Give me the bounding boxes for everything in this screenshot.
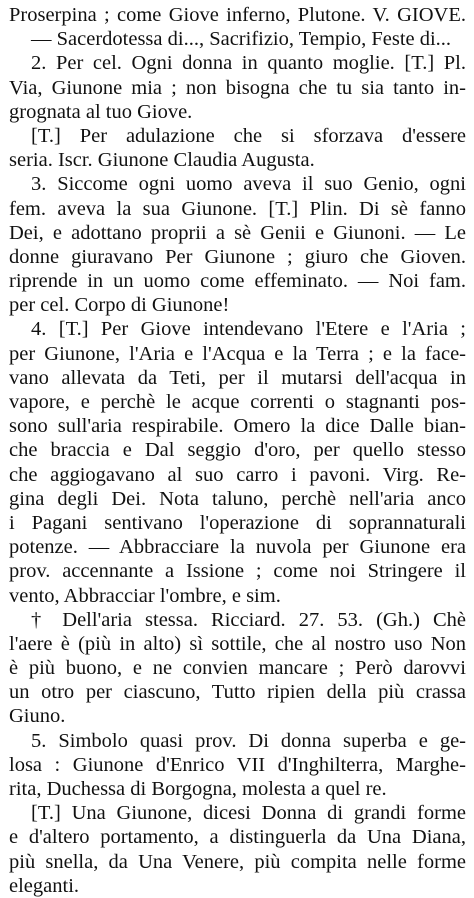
text-line: per Giunone, l'Aria e l'Acqua e la Terra ; e la face-	[9, 342, 466, 365]
text-line: un otro per ciascuno, Tutto ripien della più crassa	[9, 681, 466, 704]
text-line: vento, Abbracciar l'ombre, e sim.	[9, 584, 281, 607]
text-line: eleganti.	[9, 874, 80, 897]
text-line: losa : Giunone d'Enrico VII d'Inghilterra, Marghe-	[9, 753, 466, 776]
paragraph-una-giunone	[9, 801, 466, 898]
text-line: prov. accennante a Issione ; come noi Stringere il	[9, 560, 466, 583]
paragraph-aria-stessa	[9, 608, 466, 729]
text-line: 2. Per cel. Ogni donna in quanto moglie. [T.] Pl.	[31, 52, 466, 75]
text-line: gina degli Dei. Nota taluno, perchè nell'aria anco	[9, 487, 466, 510]
text-line: fem. aveva la sua Giunone. [T.] Plin. Di sè fanno	[9, 197, 466, 220]
text-line: 4. [T.] Per Giove intendevano l'Etere e l'Aria ;	[31, 318, 466, 341]
paragraph-sense-4	[9, 317, 466, 607]
text-line: vano allevata da Teti, per il mutarsi dell'acqua in	[9, 366, 466, 389]
text-line: Giuno.	[9, 705, 66, 728]
text-line: † Dell'aria stessa. Ricciard. 27. 53. (Gh.) Chè	[31, 608, 466, 631]
paragraph-adulazione	[9, 124, 466, 172]
text-line: rita, Duchessa di Borgogna, molesta a quel re.	[9, 778, 387, 800]
text-line: potenze. — Abbracciare la nuvola per Giunone era	[9, 536, 466, 559]
text-line: — Sacerdotessa di..., Sacrifizio, Tempio, Feste di...	[31, 28, 452, 51]
text-line: più snella, da Una Venere, più compita nelle forme	[9, 850, 466, 873]
text-line: grognata al tuo Giove.	[9, 100, 193, 123]
text-line: seria. Iscr. Giunone Claudia Augusta.	[9, 149, 315, 172]
text-line: Dei, e adottano proprii a sè Genii e Giunoni. — Le	[9, 221, 466, 244]
text-line: Proserpina ; come Giove inferno, Plutone. V. GIOVE.	[9, 4, 466, 26]
text-line: l'aere è (più in alto) sì sottile, che al nostro uso Non	[9, 632, 466, 655]
text-line: Via, Giunone mia ; non bisogna che tu sia tanto in-	[9, 76, 466, 99]
paragraph-sense-5	[9, 729, 466, 802]
text-line: 5. Simbolo quasi prov. Di donna superba e ge-	[31, 729, 466, 752]
paragraph-sense-2	[9, 51, 466, 124]
paragraph-proserpina	[9, 3, 466, 51]
text-line: che braccia e Dal seggio d'oro, per quello stesso	[9, 439, 466, 462]
text-line: donne giuravano Per Giunone ; giuro che Gioven.	[9, 245, 466, 268]
text-line: e d'altero portamento, a distinguerla da Una Diana,	[9, 826, 466, 849]
text-line: i Pagani sentivano l'operazione di soprannaturali	[9, 511, 466, 534]
text-line: per cel. Corpo di Giunone!	[9, 294, 230, 317]
text-line: vapore, e perchè le acque correnti o stagnanti pos-	[9, 391, 466, 413]
text-line: [T.] Per adulazione che si sforzava d'essere	[31, 124, 466, 147]
paragraph-sense-3	[9, 172, 466, 317]
text-line: [T.] Una Giunone, dicesi Donna di grandi forme	[31, 802, 466, 825]
text-line: è più buono, e ne convien mancare ; Però darovvi	[9, 657, 466, 680]
text-line: 3. Siccome ogni uomo aveva il suo Genio, ogni	[31, 173, 466, 196]
text-line: riprende in un uomo come effeminato. — Noi fam.	[9, 270, 466, 293]
text-line: sono sull'aria respirabile. Omero la dice Dalle bian-	[9, 415, 466, 438]
text-line: che aggiogavano al suo carro i pavoni. Virg. Re-	[9, 463, 466, 486]
